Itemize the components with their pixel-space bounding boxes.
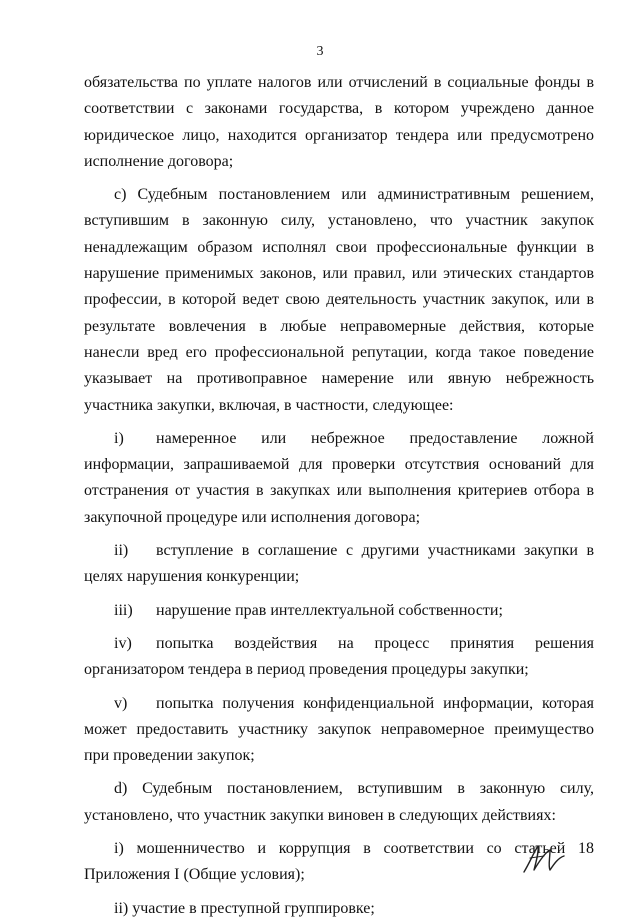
list-item-iv-number: iv)	[114, 634, 132, 652]
list-item-v-text: попытка получения конфиденциальной информации, которая может предоставить участнику закупок неправомерное преимущество при проведении закупок;	[84, 694, 594, 765]
list-item-v	[84, 691, 594, 770]
paragraph-tax-obligations: обязательства по уплате налогов или отчислений в социальные фонды в соответствии с законами государства, в котором учреждено данное юридическое лицо, находится организатор тендера или предусмотрено исполнение договора;	[84, 74, 594, 170]
list-item-iv	[84, 631, 594, 684]
list-item-iii-number: iii)	[114, 601, 133, 619]
list-item-ii	[84, 538, 594, 591]
list-item-i	[84, 426, 594, 531]
document-body	[84, 70, 594, 922]
list-item-i-number: i)	[114, 429, 124, 447]
list-item-ii-text: вступление в соглашение с другими участниками закупки в целях нарушения конкуренции;	[84, 542, 594, 586]
list-item-iv-text: попытка воздействия на процесс принятия решения организатором тендера в период проведения процедуры закупки;	[84, 634, 594, 679]
list-item-ii-number: ii)	[114, 542, 129, 560]
list-item-i-text: намеренное или небрежное предоставление ложной информации, запрашиваемой для проверки отсутствия оснований для отстранения от участия в закупках или выполнения критериев отбора в закупочной процедуре или исполнения договора;	[84, 429, 594, 526]
paragraph-d-item-ii: ii) участие в преступной группировке;	[114, 899, 375, 917]
list-item-iii-text: нарушение прав интеллектуальной собственности;	[156, 601, 503, 619]
list-item-v-number: v)	[114, 694, 128, 712]
list-item-iii	[84, 598, 594, 624]
paragraph-c: с) Судебным постановлением или административным решением, вступившим в законную силу, установлено, что участник закупок ненадлежащим образом исполнял свои профессиональные функции в нарушение применимых законов, или правил, или этических стандартов профессии, в которой ведет свою деятельность участник закупок, или в результате вовлечения в любые неправомерные действия, которые нанесли вред его профессиональной репутации, когда такое поведение указывает на противоправное намерение или явную небрежность участника закупки, включая, в частности, следующее:	[84, 186, 594, 414]
paragraph-d-item-i: i) мошенничество и коррупция в соответствии со статьей 18 Приложения I (Общие условия);	[84, 840, 594, 884]
page-number: 3	[316, 44, 324, 59]
signature-mark	[520, 838, 570, 878]
paragraph-d: d) Судебным постановлением, вступившим в законную силу, установлено, что участник закупки виновен в следующих действиях:	[84, 780, 594, 824]
